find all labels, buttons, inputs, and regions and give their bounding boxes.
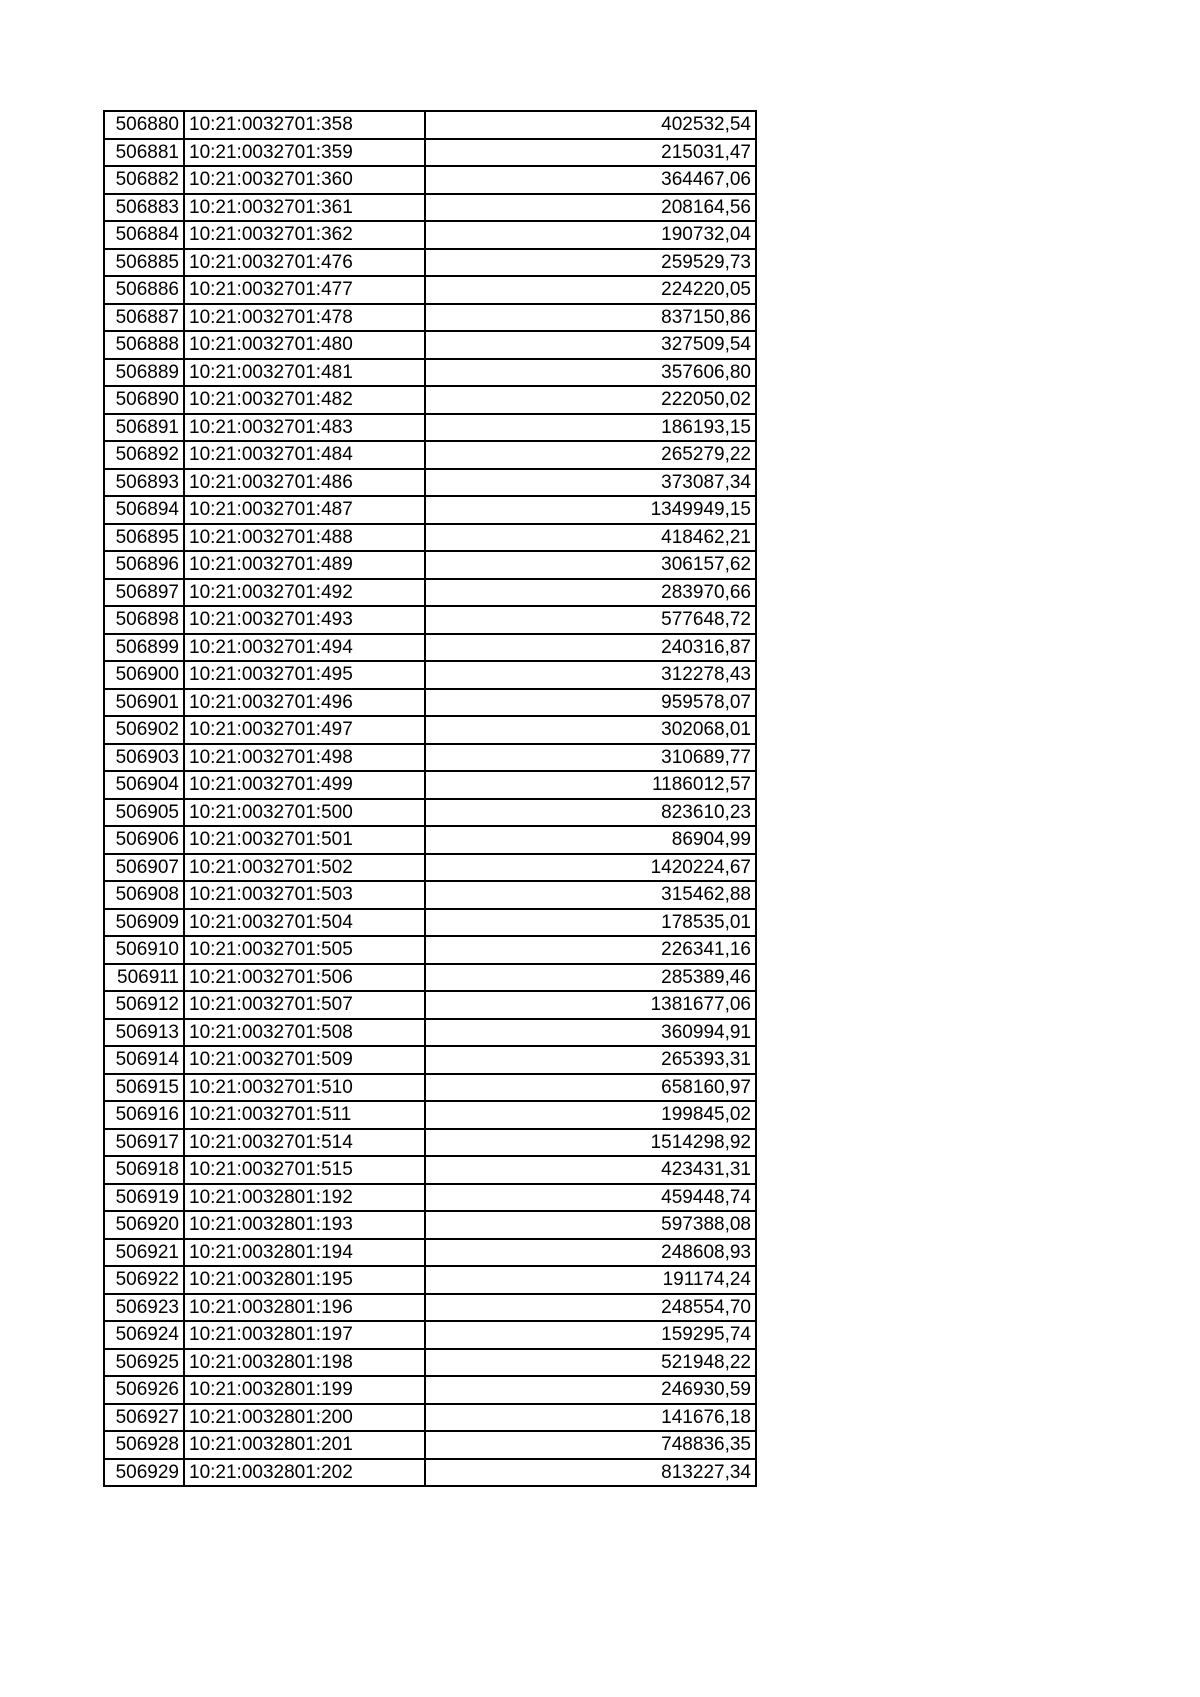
- cadastral-value-cell: 364467,06: [425, 166, 756, 194]
- table-row: [104, 359, 756, 387]
- row-number-cell: 506899: [104, 634, 184, 662]
- cadastral-number-cell: 10:21:0032701:499: [184, 771, 425, 799]
- cadastral-value-cell: 159295,74: [425, 1321, 756, 1349]
- row-number-cell: 506920: [104, 1211, 184, 1239]
- cadastral-number-cell: 10:21:0032801:195: [184, 1266, 425, 1294]
- table-row: [104, 1431, 756, 1459]
- cadastral-value-cell: 240316,87: [425, 634, 756, 662]
- table-row: [104, 716, 756, 744]
- cadastral-value-cell: 1381677,06: [425, 991, 756, 1019]
- row-number-cell: 506911: [104, 964, 184, 992]
- cadastral-value-cell: 191174,24: [425, 1266, 756, 1294]
- cadastral-number-cell: 10:21:0032701:478: [184, 304, 425, 332]
- row-number-cell: 506909: [104, 909, 184, 937]
- row-number-cell: 506883: [104, 194, 184, 222]
- cadastral-value-cell: 1420224,67: [425, 854, 756, 882]
- row-number-cell: 506892: [104, 441, 184, 469]
- table-row: [104, 661, 756, 689]
- cadastral-value-cell: 178535,01: [425, 909, 756, 937]
- cadastral-value-cell: 577648,72: [425, 606, 756, 634]
- table-row: [104, 1129, 756, 1157]
- cadastral-value-cell: 521948,22: [425, 1349, 756, 1377]
- table-row: [104, 139, 756, 167]
- cadastral-value-cell: 190732,04: [425, 221, 756, 249]
- cadastral-number-cell: 10:21:0032701:481: [184, 359, 425, 387]
- row-number-cell: 506926: [104, 1376, 184, 1404]
- row-number-cell: 506900: [104, 661, 184, 689]
- row-number-cell: 506915: [104, 1074, 184, 1102]
- table-row: [104, 414, 756, 442]
- cadastral-value-cell: 199845,02: [425, 1101, 756, 1129]
- table-row: [104, 689, 756, 717]
- row-number-cell: 506927: [104, 1404, 184, 1432]
- cadastral-value-cell: 459448,74: [425, 1184, 756, 1212]
- cadastral-value-cell: 823610,23: [425, 799, 756, 827]
- cadastral-value-cell: 418462,21: [425, 524, 756, 552]
- table-row: [104, 799, 756, 827]
- cadastral-value-cell: 285389,46: [425, 964, 756, 992]
- cadastral-number-cell: 10:21:0032701:488: [184, 524, 425, 552]
- row-number-cell: 506890: [104, 386, 184, 414]
- cadastral-value-cell: 141676,18: [425, 1404, 756, 1432]
- row-number-cell: 506905: [104, 799, 184, 827]
- cadastral-number-cell: 10:21:0032701:511: [184, 1101, 425, 1129]
- cadastral-number-cell: 10:21:0032701:515: [184, 1156, 425, 1184]
- row-number-cell: 506897: [104, 579, 184, 607]
- cadastral-value-cell: 748836,35: [425, 1431, 756, 1459]
- cadastral-value-cell: 246930,59: [425, 1376, 756, 1404]
- cadastral-number-cell: 10:21:0032701:482: [184, 386, 425, 414]
- table-row: [104, 221, 756, 249]
- cadastral-value-cell: 222050,02: [425, 386, 756, 414]
- table-row: [104, 606, 756, 634]
- cadastral-value-cell: 215031,47: [425, 139, 756, 167]
- cadastral-value-cell: 813227,34: [425, 1459, 756, 1487]
- cadastral-number-cell: 10:21:0032801:192: [184, 1184, 425, 1212]
- row-number-cell: 506925: [104, 1349, 184, 1377]
- table-row: [104, 1046, 756, 1074]
- table-row: [104, 1459, 756, 1487]
- table-row: [104, 579, 756, 607]
- cadastral-number-cell: 10:21:0032701:360: [184, 166, 425, 194]
- table-row: [104, 441, 756, 469]
- cadastral-number-cell: 10:21:0032701:477: [184, 276, 425, 304]
- table-row: [104, 744, 756, 772]
- cadastral-value-table: [103, 110, 757, 1487]
- row-number-cell: 506918: [104, 1156, 184, 1184]
- cadastral-value-cell: 226341,16: [425, 936, 756, 964]
- row-number-cell: 506885: [104, 249, 184, 277]
- table-row: [104, 1211, 756, 1239]
- cadastral-number-cell: 10:21:0032801:201: [184, 1431, 425, 1459]
- cadastral-value-cell: 402532,54: [425, 111, 756, 139]
- row-number-cell: 506896: [104, 551, 184, 579]
- table-row: [104, 634, 756, 662]
- row-number-cell: 506901: [104, 689, 184, 717]
- cadastral-number-cell: 10:21:0032701:492: [184, 579, 425, 607]
- cadastral-value-cell: 208164,56: [425, 194, 756, 222]
- table-row: [104, 331, 756, 359]
- table-row: [104, 166, 756, 194]
- cadastral-value-cell: 357606,80: [425, 359, 756, 387]
- cadastral-value-cell: 306157,62: [425, 551, 756, 579]
- row-number-cell: 506887: [104, 304, 184, 332]
- row-number-cell: 506891: [104, 414, 184, 442]
- table-row: [104, 1294, 756, 1322]
- cadastral-number-cell: 10:21:0032701:509: [184, 1046, 425, 1074]
- cadastral-value-cell: 837150,86: [425, 304, 756, 332]
- row-number-cell: 506922: [104, 1266, 184, 1294]
- row-number-cell: 506894: [104, 496, 184, 524]
- row-number-cell: 506898: [104, 606, 184, 634]
- table-row: [104, 386, 756, 414]
- table-row: [104, 1019, 756, 1047]
- cadastral-value-cell: 360994,91: [425, 1019, 756, 1047]
- row-number-cell: 506884: [104, 221, 184, 249]
- cadastral-number-cell: 10:21:0032701:503: [184, 881, 425, 909]
- cadastral-value-cell: 248608,93: [425, 1239, 756, 1267]
- cadastral-value-cell: 327509,54: [425, 331, 756, 359]
- table-row: [104, 909, 756, 937]
- cadastral-number-cell: 10:21:0032801:198: [184, 1349, 425, 1377]
- table-row: [104, 854, 756, 882]
- row-number-cell: 506929: [104, 1459, 184, 1487]
- cadastral-number-cell: 10:21:0032701:500: [184, 799, 425, 827]
- row-number-cell: 506880: [104, 111, 184, 139]
- cadastral-number-cell: 10:21:0032701:501: [184, 826, 425, 854]
- cadastral-value-cell: 312278,43: [425, 661, 756, 689]
- cadastral-number-cell: 10:21:0032701:502: [184, 854, 425, 882]
- cadastral-number-cell: 10:21:0032701:484: [184, 441, 425, 469]
- cadastral-value-cell: 1514298,92: [425, 1129, 756, 1157]
- cadastral-number-cell: 10:21:0032701:483: [184, 414, 425, 442]
- cadastral-number-cell: 10:21:0032801:194: [184, 1239, 425, 1267]
- table-row: [104, 881, 756, 909]
- cadastral-number-cell: 10:21:0032801:199: [184, 1376, 425, 1404]
- cadastral-number-cell: 10:21:0032801:200: [184, 1404, 425, 1432]
- cadastral-number-cell: 10:21:0032801:196: [184, 1294, 425, 1322]
- table-row: [104, 826, 756, 854]
- row-number-cell: 506928: [104, 1431, 184, 1459]
- table-row: [104, 551, 756, 579]
- table-body: [104, 111, 756, 1486]
- cadastral-number-cell: 10:21:0032701:498: [184, 744, 425, 772]
- cadastral-number-cell: 10:21:0032701:507: [184, 991, 425, 1019]
- cadastral-number-cell: 10:21:0032701:489: [184, 551, 425, 579]
- cadastral-number-cell: 10:21:0032701:362: [184, 221, 425, 249]
- table-row: [104, 1321, 756, 1349]
- cadastral-value-cell: 283970,66: [425, 579, 756, 607]
- row-number-cell: 506914: [104, 1046, 184, 1074]
- row-number-cell: 506904: [104, 771, 184, 799]
- cadastral-number-cell: 10:21:0032701:476: [184, 249, 425, 277]
- cadastral-value-cell: 597388,08: [425, 1211, 756, 1239]
- row-number-cell: 506889: [104, 359, 184, 387]
- table-row: [104, 469, 756, 497]
- table-row: [104, 991, 756, 1019]
- cadastral-number-cell: 10:21:0032701:508: [184, 1019, 425, 1047]
- row-number-cell: 506913: [104, 1019, 184, 1047]
- cadastral-value-cell: 302068,01: [425, 716, 756, 744]
- table-row: [104, 276, 756, 304]
- table-row: [104, 304, 756, 332]
- cadastral-number-cell: 10:21:0032701:361: [184, 194, 425, 222]
- row-number-cell: 506917: [104, 1129, 184, 1157]
- table-row: [104, 524, 756, 552]
- cadastral-number-cell: 10:21:0032701:359: [184, 139, 425, 167]
- cadastral-value-cell: 86904,99: [425, 826, 756, 854]
- row-number-cell: 506910: [104, 936, 184, 964]
- row-number-cell: 506921: [104, 1239, 184, 1267]
- cadastral-value-cell: 658160,97: [425, 1074, 756, 1102]
- table-row: [104, 249, 756, 277]
- row-number-cell: 506916: [104, 1101, 184, 1129]
- row-number-cell: 506882: [104, 166, 184, 194]
- cadastral-number-cell: 10:21:0032701:358: [184, 111, 425, 139]
- cadastral-number-cell: 10:21:0032701:480: [184, 331, 425, 359]
- cadastral-number-cell: 10:21:0032701:487: [184, 496, 425, 524]
- cadastral-value-cell: 1349949,15: [425, 496, 756, 524]
- table-row: [104, 964, 756, 992]
- table-row: [104, 1184, 756, 1212]
- row-number-cell: 506912: [104, 991, 184, 1019]
- cadastral-number-cell: 10:21:0032701:504: [184, 909, 425, 937]
- row-number-cell: 506907: [104, 854, 184, 882]
- cadastral-value-cell: 248554,70: [425, 1294, 756, 1322]
- row-number-cell: 506881: [104, 139, 184, 167]
- cadastral-value-cell: 373087,34: [425, 469, 756, 497]
- row-number-cell: 506902: [104, 716, 184, 744]
- table-row: [104, 1156, 756, 1184]
- cadastral-value-cell: 259529,73: [425, 249, 756, 277]
- row-number-cell: 506888: [104, 331, 184, 359]
- cadastral-number-cell: 10:21:0032701:510: [184, 1074, 425, 1102]
- row-number-cell: 506923: [104, 1294, 184, 1322]
- row-number-cell: 506903: [104, 744, 184, 772]
- table-row: [104, 1266, 756, 1294]
- row-number-cell: 506908: [104, 881, 184, 909]
- cadastral-value-cell: 310689,77: [425, 744, 756, 772]
- cadastral-value-cell: 315462,88: [425, 881, 756, 909]
- cadastral-number-cell: 10:21:0032701:496: [184, 689, 425, 717]
- cadastral-number-cell: 10:21:0032801:193: [184, 1211, 425, 1239]
- cadastral-number-cell: 10:21:0032701:486: [184, 469, 425, 497]
- cadastral-number-cell: 10:21:0032701:495: [184, 661, 425, 689]
- row-number-cell: 506895: [104, 524, 184, 552]
- cadastral-number-cell: 10:21:0032701:494: [184, 634, 425, 662]
- cadastral-number-cell: 10:21:0032701:497: [184, 716, 425, 744]
- table-row: [104, 1376, 756, 1404]
- cadastral-number-cell: 10:21:0032701:505: [184, 936, 425, 964]
- cadastral-value-cell: 265393,31: [425, 1046, 756, 1074]
- table-row: [104, 496, 756, 524]
- row-number-cell: 506924: [104, 1321, 184, 1349]
- cadastral-value-cell: 423431,31: [425, 1156, 756, 1184]
- row-number-cell: 506886: [104, 276, 184, 304]
- cadastral-value-cell: 959578,07: [425, 689, 756, 717]
- table-row: [104, 1101, 756, 1129]
- cadastral-value-cell: 265279,22: [425, 441, 756, 469]
- cadastral-number-cell: 10:21:0032701:514: [184, 1129, 425, 1157]
- cadastral-number-cell: 10:21:0032801:202: [184, 1459, 425, 1487]
- table-row: [104, 1074, 756, 1102]
- table-row: [104, 771, 756, 799]
- table-row: [104, 1239, 756, 1267]
- table-row: [104, 194, 756, 222]
- cadastral-value-cell: 1186012,57: [425, 771, 756, 799]
- table-row: [104, 111, 756, 139]
- table-row: [104, 936, 756, 964]
- cadastral-value-cell: 186193,15: [425, 414, 756, 442]
- row-number-cell: 506893: [104, 469, 184, 497]
- cadastral-number-cell: 10:21:0032801:197: [184, 1321, 425, 1349]
- cadastral-number-cell: 10:21:0032701:493: [184, 606, 425, 634]
- cadastral-value-cell: 224220,05: [425, 276, 756, 304]
- cadastral-number-cell: 10:21:0032701:506: [184, 964, 425, 992]
- table-row: [104, 1349, 756, 1377]
- table-row: [104, 1404, 756, 1432]
- row-number-cell: 506919: [104, 1184, 184, 1212]
- row-number-cell: 506906: [104, 826, 184, 854]
